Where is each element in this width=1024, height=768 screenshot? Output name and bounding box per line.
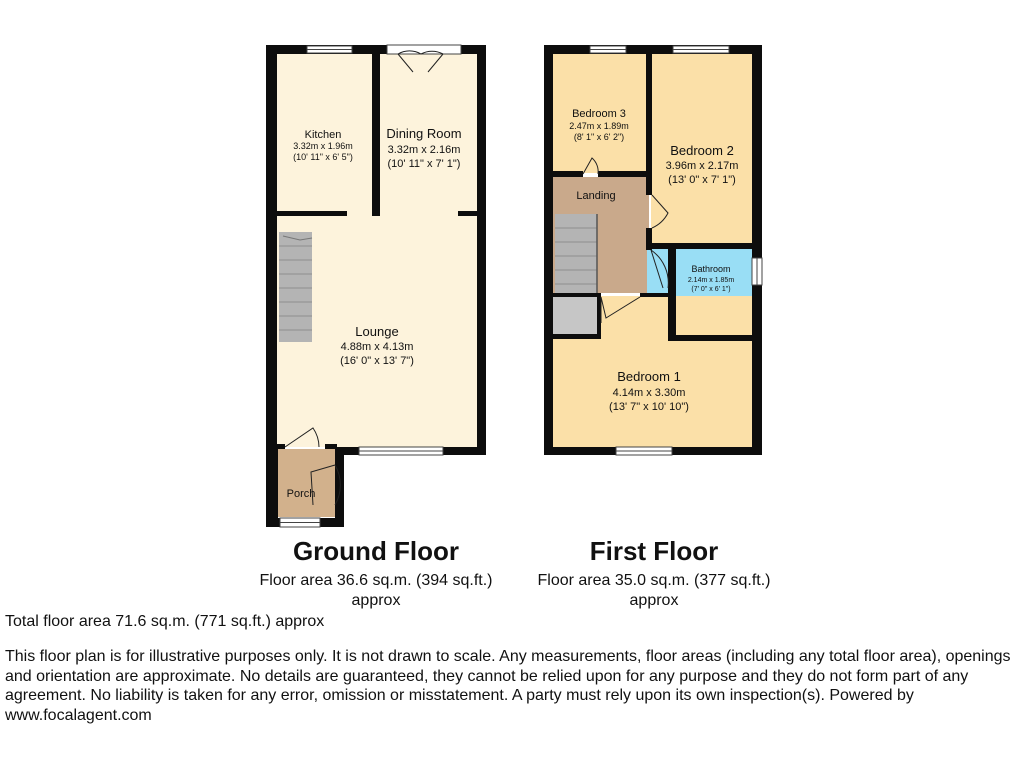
disclaimer-text: This floor plan is for illustrative purposes only. It is not drawn to scale. Any measurements, floor areas (including any total floor area), openings and orientation are approximate. No details are guaranteed, they cannot be relied upon for any purpose and they do not form part of any agreement. No liability is taken for any error, omission or misstatement. A party must rely upon its own inspection(s). Powered by www.focalagent.com (5, 648, 1011, 724)
ground-floor-approx: approx (351, 592, 401, 609)
first-floor-area: Floor area 35.0 sq.m. (377 sq.ft.) (537, 572, 771, 589)
first-floor-stairs (555, 214, 597, 294)
kitchen-metric: 3.32m x 1.96m (293, 141, 353, 151)
bedroom-1-label: Bedroom 1 (617, 369, 681, 384)
ground-floor-area: Floor area 36.6 sq.m. (394 sq.ft.) (259, 572, 493, 589)
lounge-imperial: (16' 0" x 13' 7") (340, 355, 414, 367)
bathroom-imperial: (7' 0" x 6' 1") (691, 286, 731, 293)
dining-room-metric: 3.32m x 2.16m (387, 144, 461, 156)
bedroom-3-metric: 2.47m x 1.89m (569, 121, 629, 131)
bedroom-2-imperial: (13' 0" x 7' 1") (668, 174, 736, 186)
porch-area (278, 449, 335, 517)
bedroom-2-label: Bedroom 2 (670, 143, 734, 158)
bedroom-2-metric: 3.96m x 2.17m (665, 160, 739, 172)
dining-room-imperial: (10' 11" x 7' 1") (387, 158, 461, 170)
ground-floor-title: Ground Floor (292, 536, 460, 566)
porch-label: Porch (286, 488, 316, 500)
bedroom-3-imperial: (8' 1" x 6' 2") (573, 132, 625, 142)
bedroom-1-metric: 4.14m x 3.30m (612, 387, 686, 399)
lounge-label: Lounge (355, 324, 399, 339)
bedroom-3-label: Bedroom 3 (572, 108, 626, 120)
landing-cupboard (553, 296, 597, 334)
kitchen-imperial: (10' 11" x 6' 5") (293, 152, 353, 162)
bathroom-metric: 2.14m x 1.85m (687, 277, 735, 284)
first-floor-title: First Floor (589, 536, 719, 566)
bedroom-1-imperial: (13' 7" x 10' 10") (609, 401, 689, 413)
dining-room-label: Dining Room (386, 126, 462, 141)
landing-label: Landing (576, 190, 616, 202)
lounge-metric: 4.88m x 4.13m (340, 341, 414, 353)
ground-floor-plan (266, 45, 486, 527)
first-floor-approx: approx (629, 592, 679, 609)
kitchen-label: Kitchen (304, 129, 342, 141)
total-floor-area: Total floor area 71.6 sq.m. (771 sq.ft.) approx (5, 613, 325, 630)
ground-stairs (279, 232, 312, 342)
bathroom-label: Bathroom (691, 264, 731, 274)
